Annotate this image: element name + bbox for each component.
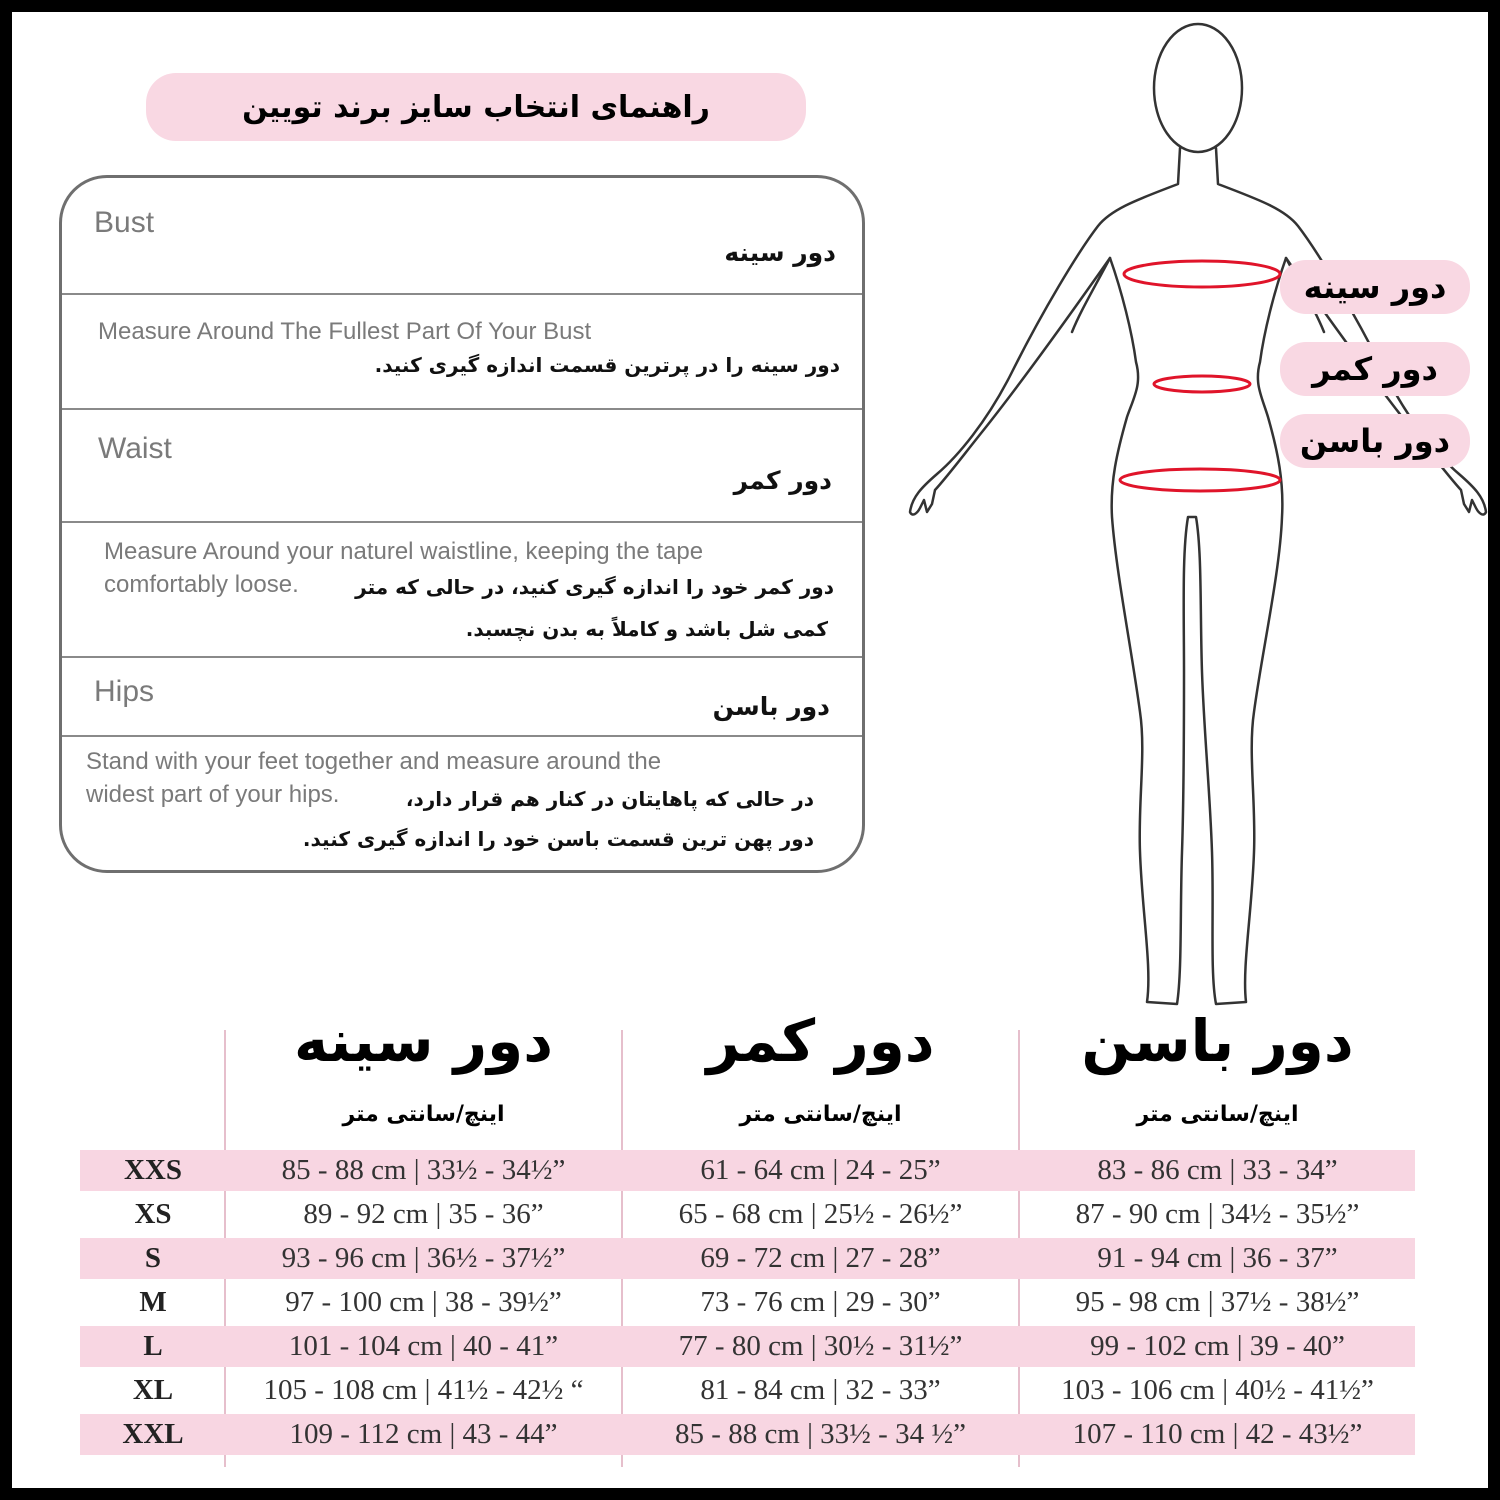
table-row-xl <box>80 1370 1415 1411</box>
table-row-xxl <box>80 1414 1415 1455</box>
waist-value: 73 - 76 cm | 29 - 30” <box>700 1286 941 1318</box>
bust-value: 89 - 92 cm | 35 - 36” <box>303 1198 544 1230</box>
column-header-bust: دور سینه <box>294 1007 553 1075</box>
column-header-hips: دور باسن <box>1081 1007 1354 1075</box>
waist-heading-section <box>62 410 862 523</box>
bust-label-fa: دور سینه <box>724 238 836 267</box>
table-row-xs <box>80 1194 1415 1235</box>
bust-measure-ring <box>1124 261 1280 287</box>
bust-value: 101 - 104 cm | 40 - 41” <box>288 1330 559 1362</box>
column-unit-hips: اینچ/سانتی متر <box>1136 1102 1299 1127</box>
waist-value: 65 - 68 cm | 25½ - 26½” <box>678 1198 963 1230</box>
hips-heading-section <box>62 658 862 737</box>
size-label: XL <box>132 1374 174 1406</box>
page-title: راهنمای انتخاب سایز برند تویین <box>146 73 806 141</box>
table-row-s <box>80 1238 1415 1279</box>
size-label: M <box>139 1286 167 1318</box>
bust-value: 97 - 100 cm | 38 - 39½” <box>285 1286 562 1318</box>
size-guide-page <box>12 12 1488 1488</box>
waist-value: 81 - 84 cm | 32 - 33” <box>700 1374 941 1406</box>
waist-description-en-2: comfortably loose. <box>104 571 299 598</box>
hips-measure-ring <box>1120 469 1280 491</box>
bust-description-fa: دور سینه را در پرترین قسمت اندازه گیری کنید. <box>374 353 840 377</box>
hips-label-fa: دور باسن <box>712 692 830 721</box>
bust-value: 109 - 112 cm | 43 - 44” <box>289 1418 558 1450</box>
figure-head <box>1154 24 1242 152</box>
body-figure-illustration <box>892 12 1488 1022</box>
waist-description-fa-1: دور کمر خود را اندازه گیری کنید، در حالی که متر <box>355 575 834 599</box>
hips-description-en-2: widest part of your hips. <box>86 781 340 808</box>
waist-description-section <box>62 523 862 658</box>
size-label: L <box>143 1330 163 1362</box>
column-unit-waist: اینچ/سانتی متر <box>739 1102 902 1127</box>
hips-value: 103 - 106 cm | 40½ - 41½” <box>1061 1374 1374 1406</box>
bust-heading-section <box>62 178 862 295</box>
bust-label-en: Bust <box>94 206 155 239</box>
waist-value: 77 - 80 cm | 30½ - 31½” <box>678 1330 963 1362</box>
hips-value: 107 - 110 cm | 42 - 43½” <box>1072 1418 1363 1450</box>
size-label: XXL <box>122 1418 184 1450</box>
waist-label-fa: دور کمر <box>733 466 832 495</box>
waist-measure-ring <box>1154 376 1250 392</box>
figure-left-inner-arm <box>1072 258 1110 332</box>
bust-description-en: Measure Around The Fullest Part Of Your Bust <box>98 318 592 345</box>
bust-description-section <box>62 295 862 410</box>
size-label: XXS <box>123 1154 182 1186</box>
hips-description-section <box>62 737 862 870</box>
bust-value: 105 - 108 cm | 41½ - 42½ “ <box>263 1374 584 1406</box>
figure-label-bust: دور سینه <box>1280 260 1470 314</box>
figure-label-waist: دور کمر <box>1280 342 1470 396</box>
waist-value: 85 - 88 cm | 33½ - 34 ½” <box>675 1418 966 1450</box>
waist-description-fa-2: کمی شل باشد و کاملاً به بدن نچسبد. <box>465 617 828 641</box>
table-row-m <box>80 1282 1415 1323</box>
table-row-xxs <box>80 1150 1415 1191</box>
hips-label-en: Hips <box>94 675 155 708</box>
waist-description-en-1: Measure Around your naturel waistline, keeping the tape <box>104 538 704 565</box>
waist-value: 69 - 72 cm | 27 - 28” <box>700 1242 941 1274</box>
size-label: XS <box>134 1198 172 1230</box>
hips-value: 83 - 86 cm | 33 - 34” <box>1097 1154 1338 1186</box>
waist-label-en: Waist <box>98 432 172 465</box>
size-label: S <box>144 1242 162 1274</box>
hips-description-fa-1: در حالی که پاهایتان در کنار هم قرار دارد، <box>405 787 814 811</box>
hips-value: 91 - 94 cm | 36 - 37” <box>1097 1242 1338 1274</box>
measurement-guide-box <box>59 175 865 873</box>
waist-value: 61 - 64 cm | 24 - 25” <box>700 1154 941 1186</box>
column-unit-bust: اینچ/سانتی متر <box>342 1102 505 1127</box>
figure-label-hips: دور باسن <box>1280 414 1470 468</box>
hips-description-en-1: Stand with your feet together and measure around the <box>86 748 662 775</box>
bust-value: 85 - 88 cm | 33½ - 34½” <box>281 1154 566 1186</box>
hips-value: 87 - 90 cm | 34½ - 35½” <box>1075 1198 1360 1230</box>
table-row-l <box>80 1326 1415 1367</box>
hips-value: 99 - 102 cm | 39 - 40” <box>1090 1330 1345 1362</box>
hips-description-fa-2: دور پهن ترین قسمت باسن خود را اندازه گیری کنید. <box>302 827 814 851</box>
column-header-waist: دور کمر <box>706 1007 935 1075</box>
hips-value: 95 - 98 cm | 37½ - 38½” <box>1075 1286 1360 1318</box>
bust-value: 93 - 96 cm | 36½ - 37½” <box>281 1242 566 1274</box>
